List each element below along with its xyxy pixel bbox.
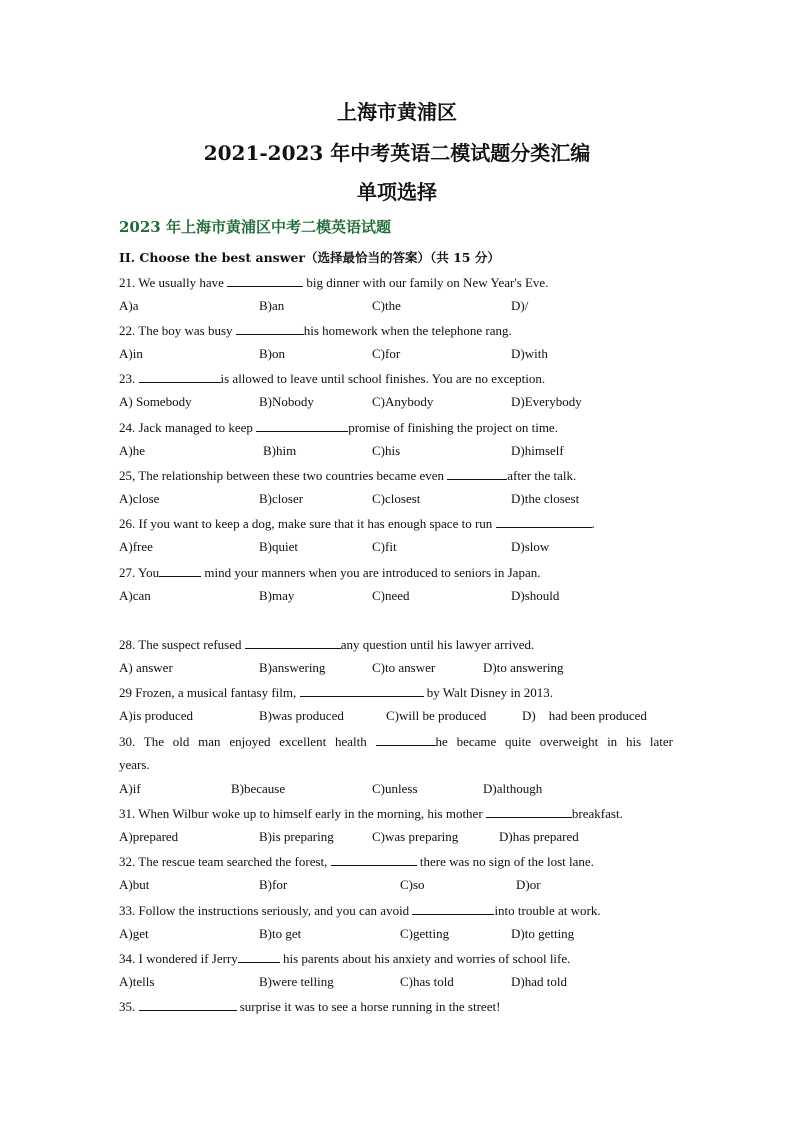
- question-text: breakfast.: [571, 806, 623, 821]
- option-a[interactable]: A)close: [119, 491, 160, 506]
- option-c[interactable]: C)fit: [372, 539, 397, 554]
- option-a[interactable]: A)can: [119, 588, 151, 603]
- question-text: .: [591, 516, 595, 531]
- question-31: [119, 805, 679, 822]
- answer-blank: [376, 733, 436, 746]
- option-c[interactable]: C)need: [372, 588, 410, 603]
- answer-blank: [412, 902, 494, 915]
- option-b[interactable]: B)to get: [259, 926, 302, 941]
- answer-blank: [256, 419, 348, 432]
- option-d[interactable]: D)Everybody: [511, 394, 582, 409]
- question-text: promise of finishing the project on time.: [348, 420, 558, 435]
- option-d[interactable]: D)although: [483, 781, 543, 796]
- answer-blank: [236, 322, 304, 335]
- question-text: 24. Jack managed to keep: [119, 420, 257, 435]
- question-27: [119, 564, 679, 581]
- option-d[interactable]: D)should: [511, 588, 560, 603]
- option-c[interactable]: C)was preparing: [372, 829, 459, 844]
- question-text: 30. The old man enjoyed excellent health: [119, 734, 376, 749]
- option-b[interactable]: B)him: [263, 443, 297, 458]
- option-d[interactable]: D)to getting: [511, 926, 575, 941]
- option-b[interactable]: B)quiet: [259, 539, 298, 554]
- option-c[interactable]: C)closest: [372, 491, 421, 506]
- question-text: 21. We usually have: [119, 275, 228, 290]
- question-29: [119, 684, 679, 701]
- option-a[interactable]: A)if: [119, 781, 141, 796]
- question-text: 31. When Wilbur woke up to himself early in the morning, his mother: [119, 806, 486, 821]
- question-text: 22. The boy was busy: [119, 323, 236, 338]
- question-26: [119, 515, 679, 532]
- question-25: [119, 467, 679, 484]
- question-32: [119, 853, 679, 870]
- question-21: [119, 274, 679, 291]
- option-b[interactable]: B)Nobody: [259, 394, 314, 409]
- question-text: big dinner with our family on New Year's Eve.: [303, 275, 549, 290]
- question-text: after the talk.: [507, 468, 577, 483]
- option-d[interactable]: D)has prepared: [499, 829, 579, 844]
- option-d[interactable]: D)himself: [511, 443, 564, 458]
- question-24: [119, 419, 679, 436]
- option-a[interactable]: A)is produced: [119, 708, 194, 723]
- answer-blank: [238, 950, 280, 963]
- option-d[interactable]: D)to answering: [483, 660, 564, 675]
- question-text: he became quite overweight in his later: [435, 734, 674, 749]
- option-d[interactable]: D)or: [516, 877, 541, 892]
- question-text: his parents about his anxiety and worries of school life.: [279, 951, 571, 966]
- question-text: 27. You: [119, 565, 160, 580]
- question-text: 28. The suspect refused: [119, 637, 245, 652]
- question-text: 29 Frozen, a musical fantasy film,: [119, 685, 300, 700]
- option-c[interactable]: C)Anybody: [372, 394, 434, 409]
- question-30: [119, 733, 673, 750]
- option-c[interactable]: C)getting: [400, 926, 450, 941]
- answer-blank: [227, 274, 303, 287]
- option-a[interactable]: A)free: [119, 539, 153, 554]
- option-b[interactable]: B)for: [259, 877, 288, 892]
- option-c[interactable]: C)for: [372, 346, 401, 361]
- option-a[interactable]: A)in: [119, 346, 143, 361]
- question-30-continued: years.: [119, 757, 150, 772]
- option-b[interactable]: B)closer: [259, 491, 304, 506]
- option-a[interactable]: A)but: [119, 877, 150, 892]
- question-text: 33. Follow the instructions seriously, and you can avoid: [119, 903, 413, 918]
- answer-blank: [159, 564, 201, 577]
- option-b[interactable]: B)may: [259, 588, 295, 603]
- answer-blank: [245, 636, 341, 649]
- question-text: surprise it was to see a horse running in the street!: [236, 999, 501, 1014]
- question-text: his homework when the telephone rang.: [303, 323, 512, 338]
- collection-title: 2021-2023 年中考英语二模试题分类汇编: [203, 141, 591, 165]
- option-c[interactable]: C)will be produced: [386, 708, 487, 723]
- topic-title: 单项选择: [357, 180, 437, 204]
- option-c[interactable]: C)his: [372, 443, 401, 458]
- region-title: 上海市黄浦区: [337, 100, 457, 124]
- question-text: 35.: [119, 999, 139, 1014]
- option-a[interactable]: A)tells: [119, 974, 155, 989]
- option-a[interactable]: A)a: [119, 298, 139, 313]
- question-text: 23.: [119, 371, 139, 386]
- question-text: into trouble at work.: [494, 903, 601, 918]
- option-d[interactable]: D)the closest: [511, 491, 580, 506]
- question-text: any question until his lawyer arrived.: [340, 637, 535, 652]
- option-b[interactable]: B)is preparing: [259, 829, 334, 844]
- option-a[interactable]: A) answer: [119, 660, 173, 675]
- option-b[interactable]: B)answering: [259, 660, 326, 675]
- question-35: [119, 998, 679, 1015]
- option-d[interactable]: D)had told: [511, 974, 567, 989]
- option-d[interactable]: D) had been produced: [522, 708, 647, 723]
- option-b[interactable]: B)because: [231, 781, 286, 796]
- question-text: 26. If you want to keep a dog, make sure that it has enough space to run: [119, 516, 496, 531]
- question-text: 25, The relationship between these two countries became even: [119, 468, 448, 483]
- answer-blank: [139, 370, 221, 383]
- instruction-text: II. Choose the best answer（选择最恰当的答案）（共 15 分）: [119, 250, 500, 265]
- option-d[interactable]: D)with: [511, 346, 548, 361]
- question-text: 32. The rescue team searched the forest,: [119, 854, 331, 869]
- option-c[interactable]: C)the: [372, 298, 401, 313]
- answer-blank: [496, 515, 592, 528]
- question-text: there was no sign of the lost lane.: [416, 854, 594, 869]
- option-d[interactable]: D)/: [511, 298, 529, 313]
- option-d[interactable]: D)slow: [511, 539, 550, 554]
- section-heading: 2023 年上海市黄浦区中考二模英语试题: [119, 218, 391, 236]
- option-c[interactable]: C)has told: [400, 974, 454, 989]
- question-text: 34. I wondered if Jerry: [119, 951, 238, 966]
- answer-blank: [486, 805, 572, 818]
- option-b[interactable]: B)on: [259, 346, 285, 361]
- answer-blank: [331, 853, 417, 866]
- question-28: [119, 636, 679, 653]
- option-c[interactable]: C)so: [400, 877, 425, 892]
- option-b[interactable]: B)was produced: [259, 708, 344, 723]
- question-34: [119, 950, 679, 967]
- option-a[interactable]: A)he: [119, 443, 145, 458]
- option-a[interactable]: A) Somebody: [119, 394, 192, 409]
- option-c[interactable]: C)unless: [372, 781, 418, 796]
- option-c[interactable]: C)to answer: [372, 660, 436, 675]
- question-22: [119, 322, 679, 339]
- question-text: by Walt Disney in 2013.: [423, 685, 553, 700]
- question-text: mind your manners when you are introduced to seniors in Japan.: [201, 565, 541, 580]
- answer-blank: [139, 998, 237, 1011]
- question-text: is allowed to leave until school finishes. You are no exception.: [220, 371, 546, 386]
- answer-blank: [300, 684, 424, 697]
- option-b[interactable]: B)an: [259, 298, 285, 313]
- option-a[interactable]: A)prepared: [119, 829, 179, 844]
- answer-blank: [447, 467, 507, 480]
- question-23: [119, 370, 679, 387]
- question-33: [119, 902, 679, 919]
- option-b[interactable]: B)were telling: [259, 974, 334, 989]
- option-a[interactable]: A)get: [119, 926, 149, 941]
